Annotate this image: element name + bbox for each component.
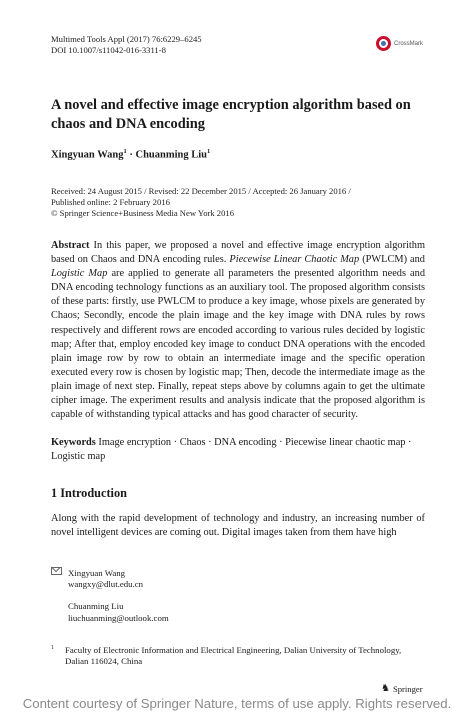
- paper-title: A novel and effective image encryption algorithm based on chaos and DNA encoding: [51, 97, 411, 132]
- contact-name: Xingyuan Wang: [68, 568, 126, 578]
- abstract-label: Abstract: [51, 240, 90, 251]
- doi-line[interactable]: DOI 10.1007/s11042-016-3311-8: [51, 45, 166, 55]
- author-name[interactable]: Chuanming Liu: [135, 149, 207, 161]
- journal-citation: [51, 34, 202, 56]
- publisher-name: Springer: [392, 683, 423, 694]
- keywords-text: Image encryption · Chaos · DNA encoding · Piecewise linear chaotic map · Logistic map: [51, 437, 412, 463]
- envelope-icon: [51, 567, 62, 575]
- springer-logo: [381, 683, 423, 694]
- crossmark-icon: [376, 36, 391, 51]
- affiliation-line: Faculty of Electronic Information and Electrical Engineering, Dalian University of Technology,: [65, 644, 402, 655]
- abstract-text: are applied to generate all parameters the presented algorithm needs and DNA encoding technology functions as an auxiliary tool. The proposed algorithm consists of these parts: firstly, use PWLCM to produce a key image, whose pixels are generated by Chaos; Secondly, encode the plain image and the key image with DNA rules by rows respectively and different rows are encoded according to various rules decided by logistic map; After that, employ encoded key image to conduct DNA operations with the encoded plain image row by row to obtain an intermediate image and the specific operation executed every row is chosen by logistic map; Then, decode the intermediate image as the plain image of next step. Finally, repeat steps above by columns again to get the ultimate cipher image. The experiment results and analysis indicate that the proposed algorithm is capable of withstanding typical attacks and has good character of security.: [51, 268, 425, 421]
- section-heading: 1 Introduction: [51, 486, 127, 500]
- keywords: [51, 436, 425, 464]
- abstract-term: Logistic Map: [51, 268, 108, 280]
- published-online: Published online: 2 February 2016: [51, 197, 170, 207]
- affiliation: [51, 643, 431, 667]
- contact-name: Chuanming Liu: [68, 601, 124, 612]
- abstract-term: Piecewise Linear Chaotic Map: [229, 254, 360, 266]
- copyright-line: © Springer Science+Business Media New York 2016: [51, 208, 234, 218]
- abstract-text: In this paper, we proposed a novel and effective image encryption algorithm based on Chaos and DNA encoding rules.: [51, 240, 425, 266]
- affiliation-number: 1: [51, 645, 54, 651]
- courtesy-watermark: Content courtesy of Springer Nature, terms of use apply. Rights reserved.: [22, 696, 452, 711]
- author-name[interactable]: Xingyuan Wang: [51, 149, 124, 161]
- author-separator: ·: [126, 149, 136, 161]
- affiliation-line: Dalian 116024, China: [65, 656, 143, 667]
- author-affiliation-ref: 1: [206, 148, 211, 155]
- contact-email[interactable]: liuchuanming@outlook.com: [68, 612, 169, 623]
- contact-email[interactable]: wangxy@dlut.edu.cn: [68, 579, 144, 590]
- crossmark-label: CrossMark: [394, 40, 424, 47]
- received-dates: Received: 24 August 2015 / Revised: 22 December 2015 / Accepted: 26 January 2016 /: [51, 186, 351, 196]
- publication-history: [51, 186, 431, 219]
- springer-horse-icon: ♞: [381, 683, 390, 694]
- abstract: [51, 239, 425, 422]
- introduction-paragraph: Along with the rapid development of technology and industry, an increasing number of novel intelligent devices are coming out. Digital images taken from them have high: [51, 513, 425, 539]
- author-affiliation-ref: 1: [123, 148, 127, 155]
- journal-volume-line: Multimed Tools Appl (2017) 76:6229–6245: [51, 34, 202, 44]
- author-list: [51, 148, 210, 161]
- corresponding-authors: [51, 567, 169, 624]
- keywords-label: Keywords: [51, 437, 96, 448]
- crossmark-badge[interactable]: [376, 36, 423, 51]
- abstract-text: (PWLCM) and: [359, 254, 425, 266]
